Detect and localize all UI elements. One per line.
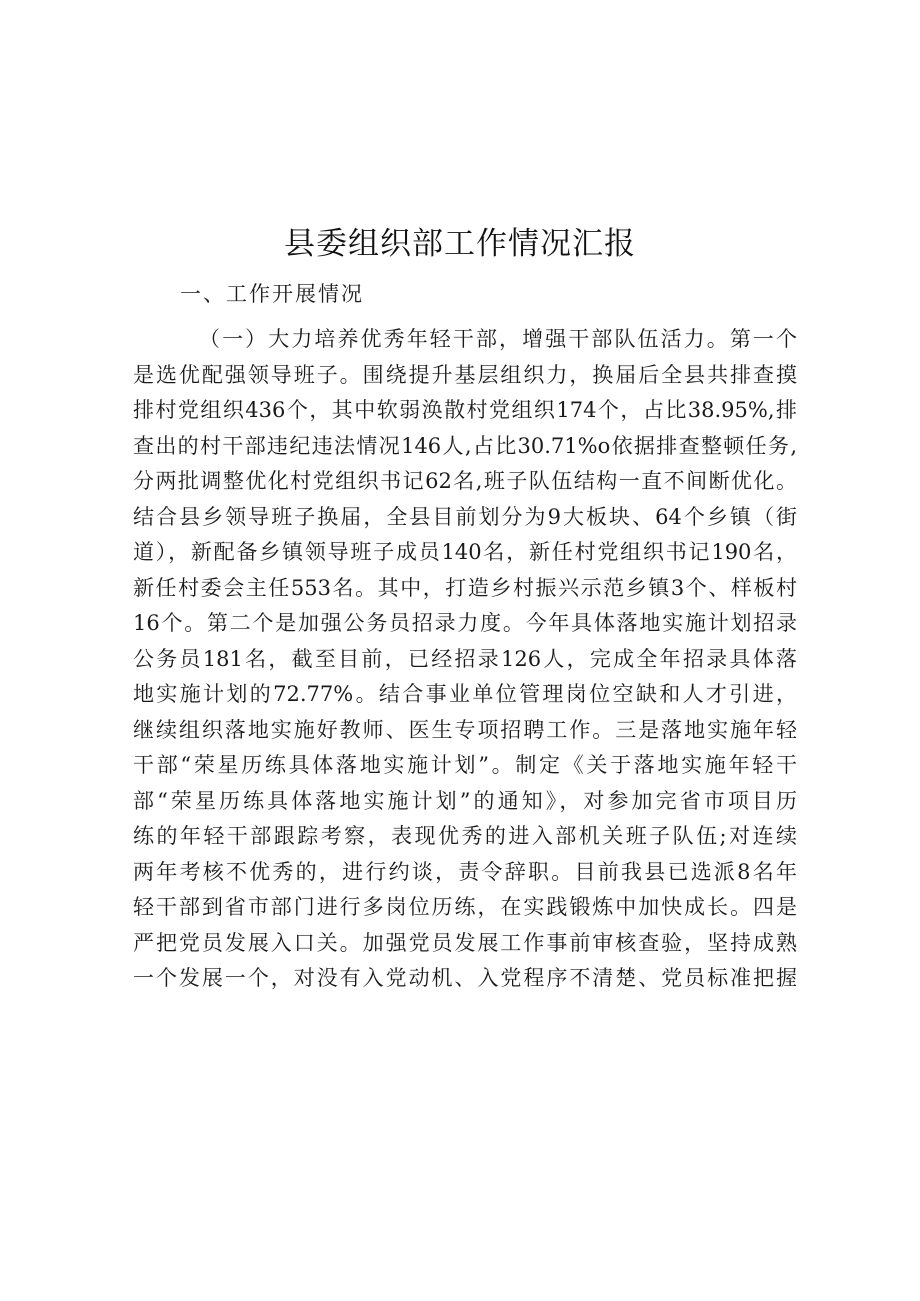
body-line: 轻干部到省市部门进行多岗位历练，在实践锻炼中加快成长。四是 — [133, 895, 797, 919]
body-line: 公务员181名，截至目前，已经招录126人，完成全年招录具体落 — [133, 646, 797, 671]
body-text — [133, 322, 797, 997]
body-line: 查出的村干部违纪违法情况146人,占比30.71%o依据排查整顿任务, — [133, 433, 797, 458]
body-line: 新任村委会主任553名。其中，打造乡村振兴示范乡镇3个、样板村 — [133, 575, 797, 600]
body-line: 两年考核不优秀的，进行约谈，责令辞职。目前我县已选派8名年 — [133, 859, 797, 884]
body-line: 部“荣星历练具体落地实施计划”的通知》，对参加完省市项目历 — [133, 788, 797, 813]
body-line: 排村党组织436个，其中软弱涣散村党组织174个，占比38.95%,排 — [133, 398, 797, 422]
body-line: 继续组织落地实施好教师、医生专项招聘工作。三是落地实施年轻 — [133, 717, 797, 742]
body-line: 地实施计划的72.77%。结合事业单位管理岗位空缺和人才引进， — [133, 682, 797, 706]
body-line: 练的年轻干部跟踪考察，表现优秀的进入部机关班子队伍;对连续 — [133, 824, 797, 848]
body-line: 一个发展一个，对没有入党动机、入党程序不清楚、党员标准把握 — [133, 966, 797, 990]
body-line: 是选优配强领导班子。围绕提升基层组织力，换届后全县共排查摸 — [133, 362, 797, 387]
section-heading: 一、工作开展情况 — [180, 282, 364, 306]
body-line: 干部“荣星历练具体落地实施计划”。制定《关于落地实施年轻干 — [133, 753, 797, 777]
body-line: 16个。第二个是加强公务员招录力度。今年具体落地实施计划招录 — [133, 611, 797, 635]
body-line: （一）大力培养优秀年轻干部，增强干部队伍活力。第一个 — [199, 327, 797, 351]
body-line: 严把党员发展入口关。加强党员发展工作事前审核查验，坚持成熟 — [133, 930, 797, 955]
body-line: 道），新配备乡镇领导班子成员140名，新任村党组织书记190名， — [133, 540, 797, 564]
document-title: 县委组织部工作情况汇报 — [284, 226, 636, 262]
body-line: 结合县乡领导班子换届，全县目前划分为9大板块、64个乡镇（街 — [133, 504, 797, 529]
body-line: 分两批调整优化村党组织书记62名,班子队伍结构一直不间断优化。 — [133, 469, 797, 493]
